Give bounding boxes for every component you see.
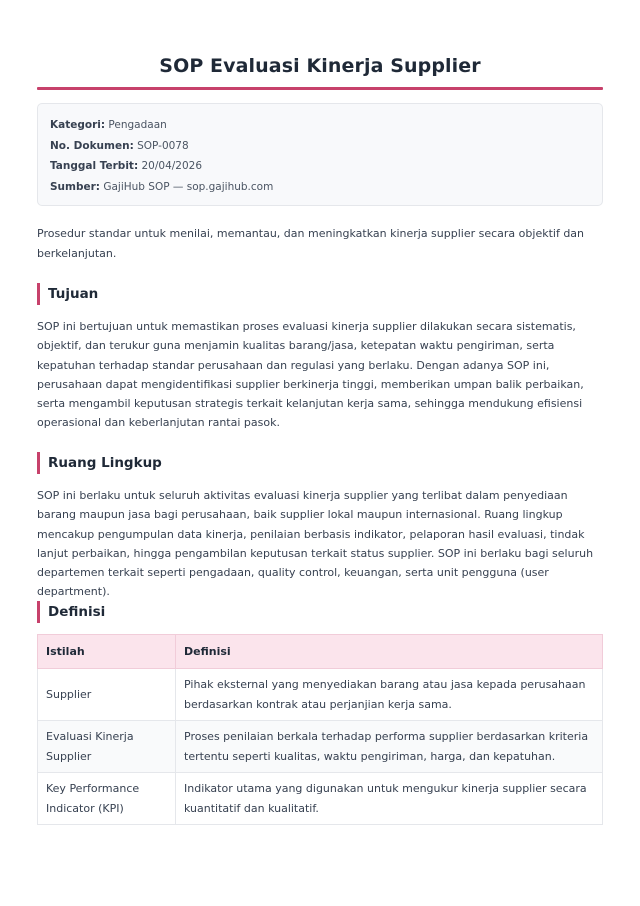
intro-paragraph: Prosedur standar untuk menilai, memantau, dan meningkatkan kinerja supplier secara objektif dan berkelanjutan. <box>37 227 585 260</box>
meta-value: 20/04/2026 <box>141 160 203 173</box>
column-header-term: Istilah <box>38 635 176 669</box>
term-cell: Key Performance Indicator (KPI) <box>38 773 176 825</box>
meta-document-number <box>50 139 602 160</box>
meta-source <box>50 180 602 201</box>
section-body-ruang-lingkup: SOP ini berlaku untuk seluruh aktivitas evaluasi kinerja supplier yang terlibat dalam penyediaan barang maupun jasa bagi perusahaan, baik supplier lokal maupun internasional. Ruang lingkup mencakup pengumpulan data kinerja, penilaian berbasis indikator, pelaporan hasil evaluasi, tindak lanjut perbaikan, hingga pengambilan keputusan terkait status supplier. SOP ini berlaku bagi seluruh departemen terkait seperti pengadaan, quality control, keuangan, serta unit pengguna (user department). <box>37 489 594 599</box>
metadata-box <box>37 103 603 206</box>
definition-cell: Pihak eksternal yang menyediakan barang atau jasa kepada perusahaan berdasarkan kontrak atau perjanjian kerja sama. <box>176 669 603 721</box>
table-row <box>38 773 603 825</box>
meta-label: Tanggal Terbit: <box>50 160 139 173</box>
section-heading-tujuan: Tujuan <box>37 283 603 305</box>
definition-cell: Indikator utama yang digunakan untuk mengukur kinerja supplier secara kuantitatif dan kualitatif. <box>176 773 603 825</box>
section-heading-definisi: Definisi <box>37 601 603 623</box>
meta-label: Sumber: <box>50 180 100 193</box>
meta-value: Pengadaan <box>108 119 167 131</box>
meta-value: SOP-0078 <box>137 139 189 152</box>
meta-category <box>50 118 602 139</box>
definitions-table <box>37 634 603 825</box>
title-divider <box>37 87 603 90</box>
meta-value: GajiHub SOP — sop.gajihub.com <box>103 180 274 193</box>
meta-issue-date <box>50 159 602 180</box>
table-header-row <box>38 635 603 669</box>
section-body-tujuan: SOP ini bertujuan untuk memastikan proses evaluasi kinerja supplier dilakukan secara sistematis, objektif, dan terukur guna menjamin kualitas barang/jasa, ketepatan waktu pengiriman, serta kepatuhan terhadap standar perusahaan dan regulasi yang berlaku. Dengan adanya SOP ini, perusahaan dapat mengidentifikasi supplier berkinerja tinggi, memberikan umpan balik perbaikan, serta mengambil keputusan strategis terkait kelanjutan kerja sama, sehingga mendukung efisiensi operasional dan keberlanjutan rantai pasok. <box>37 320 584 430</box>
meta-label: No. Dokumen: <box>50 139 134 152</box>
meta-label: Kategori: <box>50 119 106 131</box>
column-header-definition: Definisi <box>176 635 603 669</box>
definition-cell: Proses penilaian berkala terhadap performa supplier berdasarkan kriteria tertentu seperti kualitas, waktu pengiriman, harga, dan kepatuhan. <box>176 721 603 773</box>
table-row <box>38 669 603 721</box>
term-cell: Supplier <box>38 669 176 721</box>
term-cell: Evaluasi Kinerja Supplier <box>38 721 176 773</box>
table-row <box>38 721 603 773</box>
section-heading-ruang-lingkup: Ruang Lingkup <box>37 452 603 474</box>
page-title: SOP Evaluasi Kinerja Supplier <box>159 55 481 77</box>
